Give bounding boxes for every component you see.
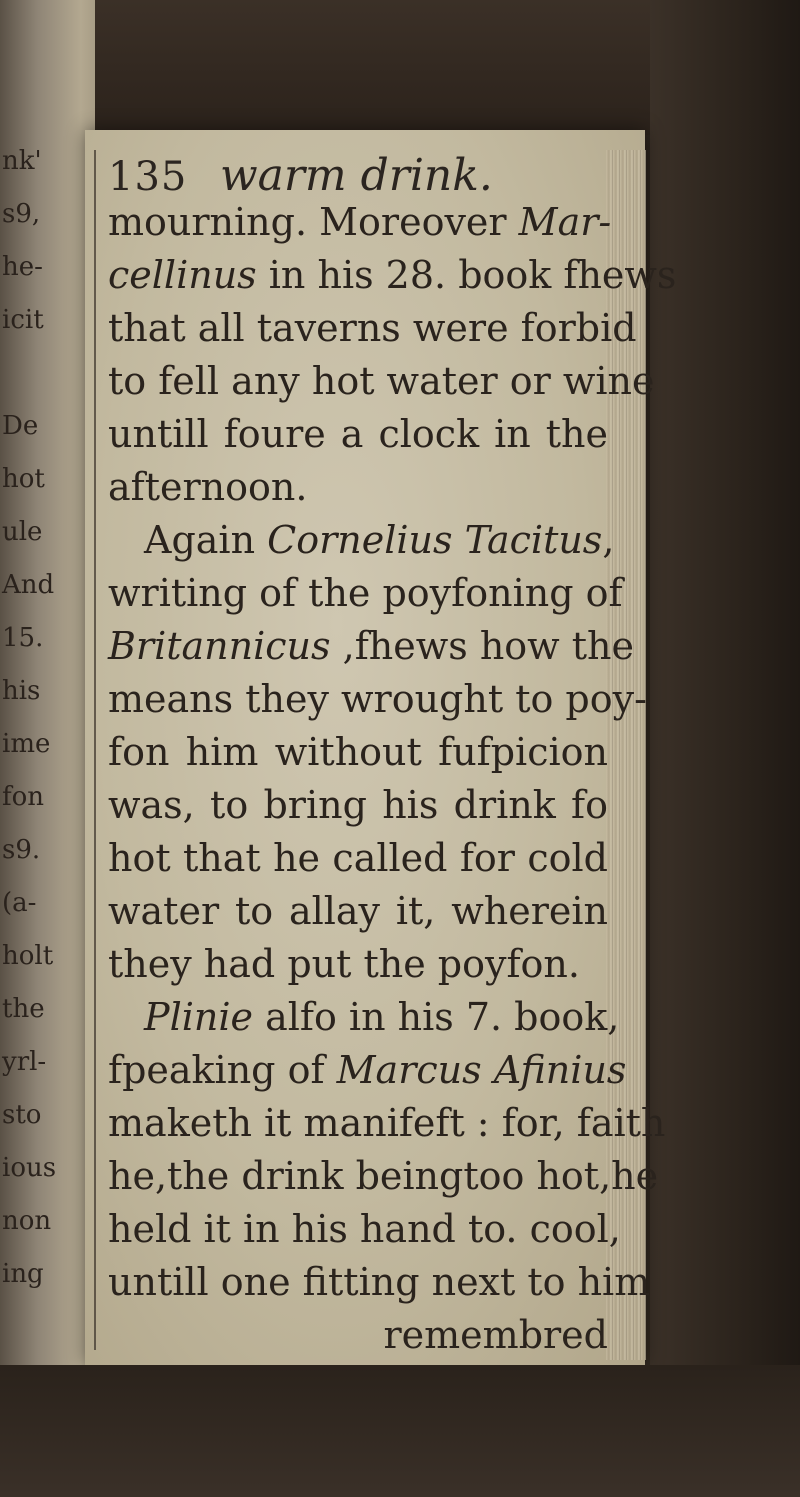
left-fragment: non [2,1206,52,1236]
left-fragment: hot [2,464,45,494]
text-line [108,302,637,355]
text-span: hot that he called for cold [108,836,608,880]
text-line [108,991,620,1044]
left-facing-page [0,0,95,1497]
text-line [108,779,608,832]
text-span: water to allay it, wherein [108,889,608,933]
text-line [108,1203,621,1256]
text-span: remembred [383,1313,608,1357]
gutter-line [94,150,96,1350]
text-span: fpeaking of [108,1048,337,1092]
italic-name: cellinus [108,253,257,297]
text-span: maketh it manifeft : for, faith [108,1101,666,1145]
left-fragment: ious [2,1153,57,1183]
text-span: Again [144,518,268,562]
italic-name: Marcus Afinius [336,1048,627,1092]
left-fragment: s9. [2,835,41,865]
text-span: untill foure a clock in the [108,412,608,456]
text-span: afternoon. [108,465,308,509]
text-span: alfo in his 7. book, [253,995,620,1039]
text-span: was, to bring his drink fo [108,783,608,827]
text-span: they had put the poyfon. [108,942,580,986]
italic-name: Mar- [518,200,612,244]
italic-name: Britannicus [108,624,331,668]
text-line [108,1097,666,1150]
bottom-shadow [0,1365,800,1497]
text-span: writing of the poyfoning of [108,571,623,615]
italic-name: Cornelius Tacitus [267,518,603,562]
text-line [108,620,635,673]
text-span: untill one fitting next to him [108,1260,651,1304]
book-background [650,0,800,1497]
left-fragment: nk' [2,146,42,176]
text-span: means they wrought to poy- [108,677,647,721]
catchword [108,1309,608,1362]
text-line [108,832,608,885]
text-span: to fell any hot water or wine [108,359,655,403]
text-line [108,726,608,779]
text-line [108,567,623,620]
left-fragment: he- [2,252,43,282]
page-number: 135 [108,154,188,200]
left-fragment: icit [2,305,44,335]
left-fragment: holt [2,941,54,971]
left-fragment: yrl- [2,1047,47,1077]
left-fragment: ime [2,729,51,759]
page-header [108,150,608,201]
text-span: fon him without fufpicion [108,730,608,774]
text-line [108,355,655,408]
text-line [108,673,647,726]
text-line [108,249,677,302]
text-line [108,461,608,514]
top-shadow [95,0,655,135]
italic-name: Plinie [144,995,253,1039]
left-fragment: And [2,570,55,600]
text-span: ,fhews how the [330,624,635,668]
left-fragment: (a- [2,888,37,918]
left-fragment: ing [2,1259,44,1289]
left-fragment: fon [2,782,45,812]
text-span: , [602,518,615,562]
text-span: he,the drink beingtoo hot,he [108,1154,659,1198]
running-head: warm drink. [220,150,493,201]
left-fragment: his [2,676,41,706]
body-text [108,196,677,1362]
text-line [108,885,608,938]
text-span: that all taverns were forbid [108,306,637,350]
left-fragment: ule [2,517,43,547]
text-line [108,196,612,249]
text-line [108,408,608,461]
left-fragment: the [2,994,45,1024]
text-span: held it in his hand to. cool, [108,1207,621,1251]
left-fragment: sto [2,1100,42,1130]
text-span: mourning. Moreover [108,200,519,244]
left-fragment: s9, [2,199,41,229]
text-line [108,1150,659,1203]
left-fragment: 15. [2,623,44,653]
text-line [108,938,608,991]
text-line [108,1044,627,1097]
text-span: in his 28. book fhews [256,253,677,297]
text-line [108,514,615,567]
left-fragment: De [2,411,39,441]
text-line [108,1256,651,1309]
